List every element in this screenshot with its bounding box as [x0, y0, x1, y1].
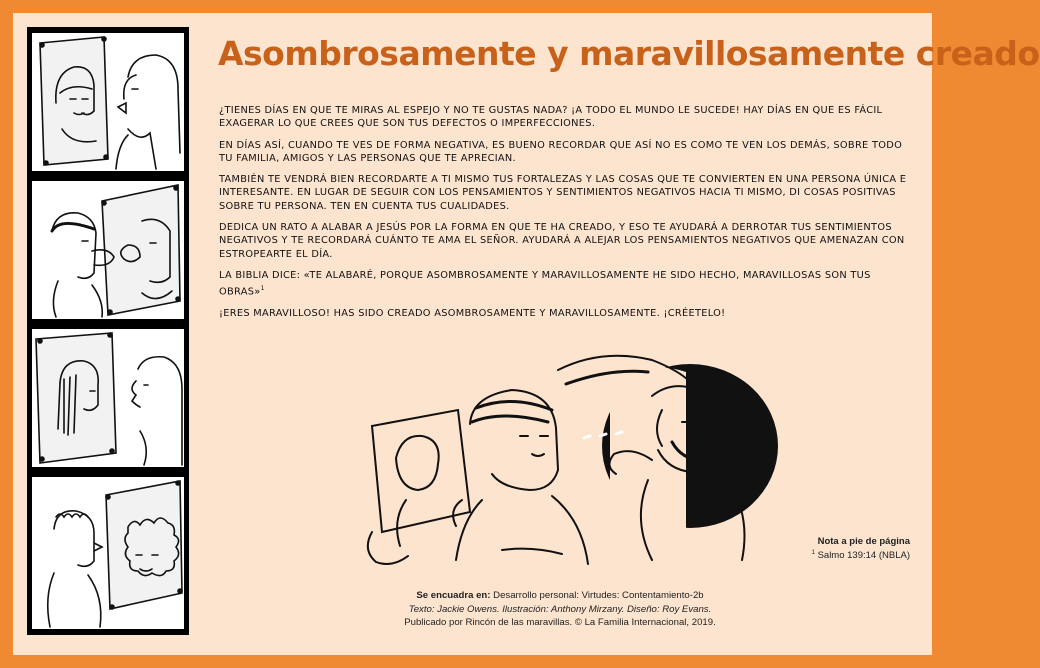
page-title: Asombrosamente y maravillosamente creado	[218, 34, 1040, 73]
footnote-text	[740, 550, 910, 561]
comic-panel-3	[32, 329, 184, 467]
footnote-title: Nota a pie de página	[817, 536, 910, 547]
credits-publisher: Publicado por Rincón de las maravillas. © La Familia Internacional, 2019.	[404, 617, 716, 628]
bible-quote: LA BIBLIA DICE: «TE ALABARÉ, PORQUE ASOMBROSAMENTE Y MARAVILLOSAMENTE HE SIDO HECHO, MARAVILLOSAS SON TUS OBRAS»	[219, 269, 871, 298]
footnote-ref: 1	[260, 285, 265, 293]
fits-value: Desarrollo personal: Virtudes: Contentamiento-2b	[493, 590, 704, 601]
comic-panel-4	[32, 477, 184, 629]
credits-fits	[330, 589, 790, 603]
comic-panel-2	[32, 181, 184, 319]
fits-label: Se encuadra en:	[416, 590, 491, 601]
footnote-marker: 1	[811, 550, 815, 556]
main-illustration	[352, 350, 782, 595]
body-text	[219, 104, 909, 328]
credits-authors: Texto: Jackie Owens. Ilustración: Anthony Mirzany. Diseño: Roy Evans.	[408, 603, 712, 615]
paragraph: TAMBIÉN TE VENDRÁ BIEN RECORDARTE A TI MISMO TUS FORTALEZAS Y LAS COSAS QUE TE CONVIERTEN EN UNA PERSONA ÚNICA E INTERESANTE. EN LUGAR DE SEGUIR CON LOS PENSAMIENTOS Y SENTIMIENTOS NEGATIVOS HACIA TI MISMO, DI COSAS POSITIVAS SOBRE TU PERSONA. TEN EN CUENTA TUS CUALIDADES.	[219, 174, 907, 212]
paragraph: EN DÍAS ASÍ, CUANDO TE VES DE FORMA NEGATIVA, ES BUENO RECORDAR QUE ASÍ NO ES COMO TE VEN LOS DEMÁS, SOBRE TODO TU FAMILIA, AMIGOS Y LAS PERSONAS QUE TE APRECIAN.	[219, 139, 903, 164]
credits	[330, 589, 790, 630]
footnote-reference: Salmo 139:14 (NBLA)	[817, 550, 910, 562]
paragraph: DEDICA UN RATO A ALABAR A JESÚS POR LA FORMA EN QUE TE HA CREADO, Y ESO TE AYUDARÁ A DERROTAR TUS SENTIMIENTOS NEGATIVOS Y TE RECORDARÁ CUÁNTO TE AMA EL SEÑOR. AYUDARÁ A ALEJAR LOS PENSAMIENTOS NEGATIVOS QUE AMENAZAN CON ESTROPEARTE EL DÍA.	[219, 222, 905, 260]
paragraph: ¡ERES MARAVILLOSO! HAS SIDO CREADO ASOMBROSAMENTE Y MARAVILLOSAMENTE. ¡CRÉETELO!	[219, 307, 726, 319]
comic-panel-1	[32, 33, 184, 171]
comic-strip	[27, 27, 189, 635]
paragraph: ¿TIENES DÍAS EN QUE TE MIRAS AL ESPEJO Y NO TE GUSTAS NADA? ¡A TODO EL MUNDO LE SUCEDE! HAY DÍAS EN QUE ES FÁCIL EXAGERAR LO QUE CREES QUE SON TUS DEFECTOS O IMPERFECCIONES.	[219, 105, 883, 130]
paragraph-bible-quote	[219, 269, 909, 299]
